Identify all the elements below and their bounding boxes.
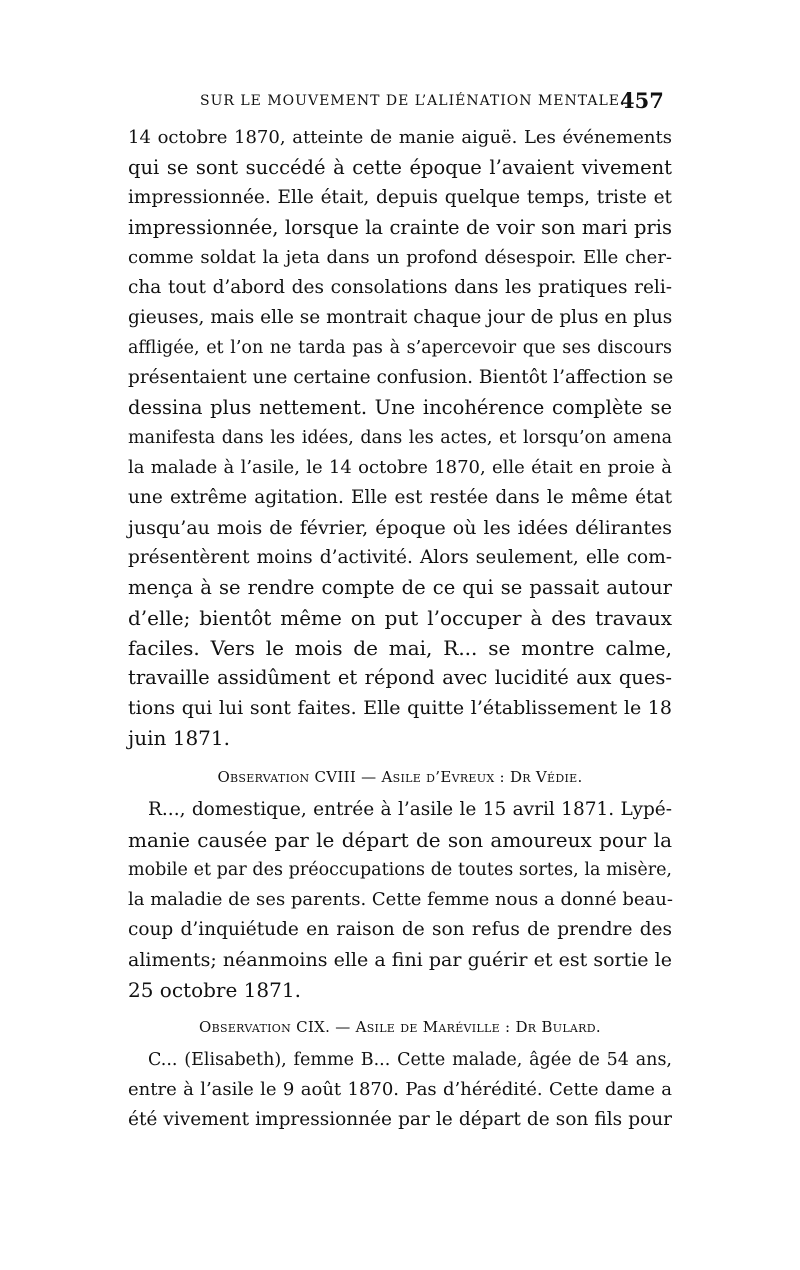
text-line: C... (Elisabeth), femme B... Cette malade, âgée de 54 ans, bbox=[148, 1050, 672, 1070]
text-line: travaille assidûment et répond avec lucidité aux ques- bbox=[128, 666, 672, 689]
text-line: jusqu’au mois de février, époque où les idées délirantes bbox=[128, 517, 672, 539]
text-line: affligée, et l’on ne tarda pas à s’apercevoir que ses discours bbox=[128, 338, 672, 358]
text-line: manifesta dans les idées, dans les actes, et lorsqu’on amena bbox=[128, 428, 672, 448]
text-line: aliments; néanmoins elle a fini par guérir et est sortie le bbox=[128, 949, 672, 971]
observation-heading: Observation CVIII — Asile d’Evreux : Dr Védie. bbox=[217, 768, 583, 786]
text-line: cha tout d’abord des consolations dans les pratiques reli- bbox=[128, 277, 672, 298]
text-line: d’elle; bientôt même on put l’occuper à des travaux bbox=[128, 606, 672, 630]
text-line: impressionnée, lorsque la crainte de voir son mari pris bbox=[128, 216, 672, 239]
text-line: tions qui lui sont faites. Elle quitte l’établissement le 18 bbox=[128, 697, 672, 719]
text-line: impressionnée. Elle était, depuis quelque temps, triste et bbox=[128, 187, 672, 208]
text-line: entre à l’asile le 9 août 1870. Pas d’hérédité. Cette dame a bbox=[128, 1079, 672, 1100]
text-line: R..., domestique, entrée à l’asile le 15 avril 1871. Lypé- bbox=[148, 799, 672, 820]
text-line: coup d’inquiétude en raison de son refus de prendre des bbox=[128, 919, 672, 940]
text-line: été vivement impressionnée par le départ de son fils pour bbox=[128, 1109, 672, 1130]
text-line: la malade à l’asile, le 14 octobre 1870, elle était en proie à bbox=[128, 457, 672, 478]
running-head: SUR LE MOUVEMENT DE L’ALIÉNATION MENTALE. bbox=[200, 93, 626, 109]
text-line: la maladie de ses parents. Cette femme nous a donné beau- bbox=[128, 889, 673, 910]
text-line: faciles. Vers le mois de mai, R... se montre calme, bbox=[128, 636, 672, 660]
text-line: mobile et par des préoccupations de toutes sortes, la misère, bbox=[128, 860, 672, 880]
observation-heading: Observation CIX. — Asile de Maréville : Dr Bulard. bbox=[199, 1018, 601, 1036]
text-line: mença à se rendre compte de ce qui se passait autour bbox=[128, 576, 672, 599]
text-line: 25 octobre 1871. bbox=[128, 978, 301, 1002]
text-line: qui se sont succédé à cette époque l’avaient vivement bbox=[128, 156, 672, 179]
text-line: dessina plus nettement. Une incohérence complète se bbox=[128, 396, 672, 419]
text-line: une extrême agitation. Elle est restée dans le même état bbox=[128, 487, 672, 508]
text-line: gieuses, mais elle se montrait chaque jour de plus en plus bbox=[128, 307, 673, 328]
text-line: manie causée par le départ de son amoureux pour la bbox=[128, 828, 672, 852]
text-line: comme soldat la jeta dans un profond désespoir. Elle cher- bbox=[128, 247, 672, 268]
page-number: 457 bbox=[620, 88, 664, 113]
text-line: 14 octobre 1870, atteinte de manie aiguë. Les événements bbox=[128, 127, 672, 148]
text-line: présentèrent moins d’activité. Alors seulement, elle com- bbox=[128, 547, 672, 568]
text-line: présentaient une certaine confusion. Bientôt l’affection se bbox=[128, 367, 674, 388]
text-line: juin 1871. bbox=[128, 726, 230, 750]
